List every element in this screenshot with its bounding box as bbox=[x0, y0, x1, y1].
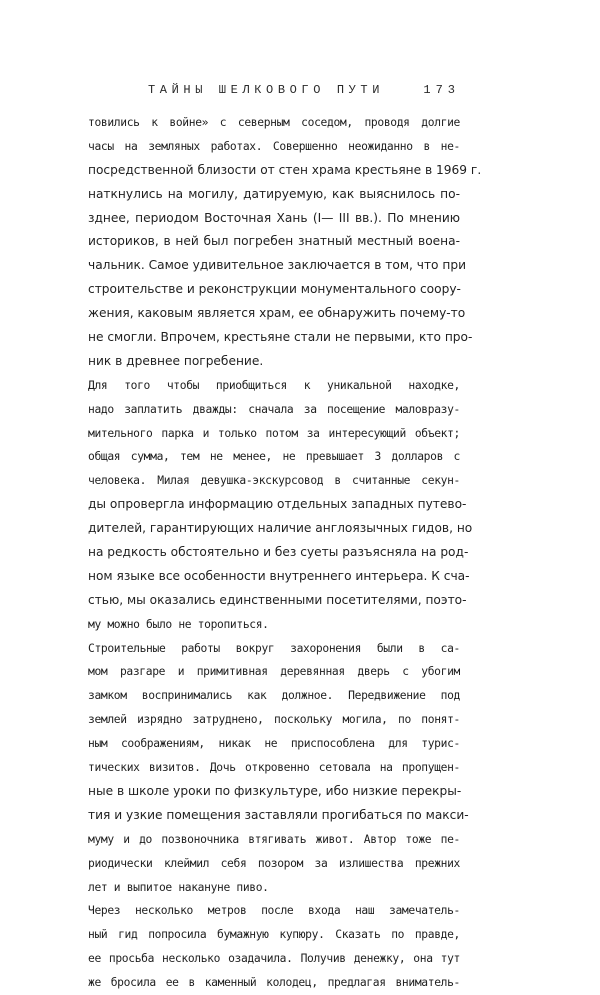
text-line: общая сумма, тем не менее, не превышает 3 долларов с bbox=[88, 450, 460, 464]
text-line: товились к войне» с северным соседом, проводя долгие bbox=[88, 116, 460, 129]
text-line: жения, каковым является храм, ее обнаружить почему-то bbox=[88, 306, 466, 321]
text-line: зднее, периодом Восточная Хань (I— III вв.). По мнению bbox=[88, 210, 460, 225]
page-number: 173 bbox=[423, 83, 460, 97]
text-line: лет и выпитое накануне пиво. bbox=[88, 880, 269, 894]
text-line: мом разгаре и примитивная деревянная дверь с убогим bbox=[88, 665, 460, 679]
text-line: мительного парка и только потом за интересующий объект; bbox=[88, 426, 460, 440]
text-line: на редкость обстоятельно и без суеты разъясняла на род- bbox=[88, 545, 469, 560]
text-line: ном языке все особенности внутреннего интерьера. К сча- bbox=[88, 568, 470, 583]
text-line: тических визитов. Дочь откровенно сетовала на пропущен- bbox=[88, 761, 460, 775]
text-line: дителей, гарантирующих наличие англоязычных гидов, но bbox=[88, 521, 473, 536]
text-line: землей изрядно затруднено, поскольку могила, по понят- bbox=[88, 713, 460, 727]
text-line: Через несколько метров после входа наш замечатель- bbox=[88, 904, 460, 918]
text-line: посредственной близости от стен храма крестьяне в 1969 г. bbox=[88, 162, 482, 177]
text-line: стью, мы оказались единственными посетителями, поэто- bbox=[88, 592, 467, 607]
text-line: тия и узкие помещения заставляли прогибаться по макси- bbox=[88, 807, 469, 822]
text-line: муму и до позвоночника втягивать живот. Автор тоже пе- bbox=[88, 832, 460, 846]
text-line: чальник. Самое удивительное заключается в том, что при bbox=[88, 258, 467, 273]
text-line: ные в школе уроки по физкультуре, ибо низкие перекры- bbox=[88, 783, 462, 798]
body-text bbox=[88, 111, 482, 995]
running-head-title: ТАЙНЫ ШЕЛКОВОГО ПУТИ bbox=[148, 83, 385, 97]
text-line: историков, в ней был погребен знатный местный воена- bbox=[88, 234, 460, 249]
text-line: замком воспринимались как должное. Передвижение под bbox=[88, 689, 460, 703]
text-line: наткнулись на могилу, датируемую, как выяснилось по- bbox=[88, 186, 460, 201]
text-line: ды опровергла информацию отдельных западных путево- bbox=[88, 497, 467, 512]
text-line: ным соображениям, никак не приспособлена для турис- bbox=[88, 737, 460, 751]
text-line: строительстве и реконструкции монументального соору- bbox=[88, 282, 461, 297]
text-line: му можно было не торопиться. bbox=[88, 617, 269, 631]
running-header bbox=[148, 83, 460, 99]
text-line: часы на земляных работах. Совершенно неожиданно в не- bbox=[88, 139, 460, 153]
text-line: надо заплатить дважды: сначала за посещение маловразу- bbox=[88, 402, 460, 416]
text-line: ее просьба несколько озадачила. Получив денежку, она тут bbox=[88, 952, 460, 966]
text-line: человека. Милая девушка-экскурсовод в считанные секун- bbox=[88, 474, 460, 488]
text-line: не смогли. Впрочем, крестьяне стали не первыми, кто про- bbox=[88, 330, 473, 345]
text-line: ник в древнее погребение. bbox=[88, 353, 264, 368]
text-line: Для того чтобы приобщиться к уникальной находке, bbox=[88, 378, 460, 392]
text-line: ный гид попросила бумажную купюру. Сказать по правде, bbox=[88, 928, 460, 942]
text-line: риодически клеймил себя позором за излишества прежних bbox=[88, 856, 460, 870]
text-line: же бросила ее в каменный колодец, предлагая вниматель- bbox=[88, 976, 460, 990]
text-line: Строительные работы вокруг захоронения были в са- bbox=[88, 641, 460, 655]
